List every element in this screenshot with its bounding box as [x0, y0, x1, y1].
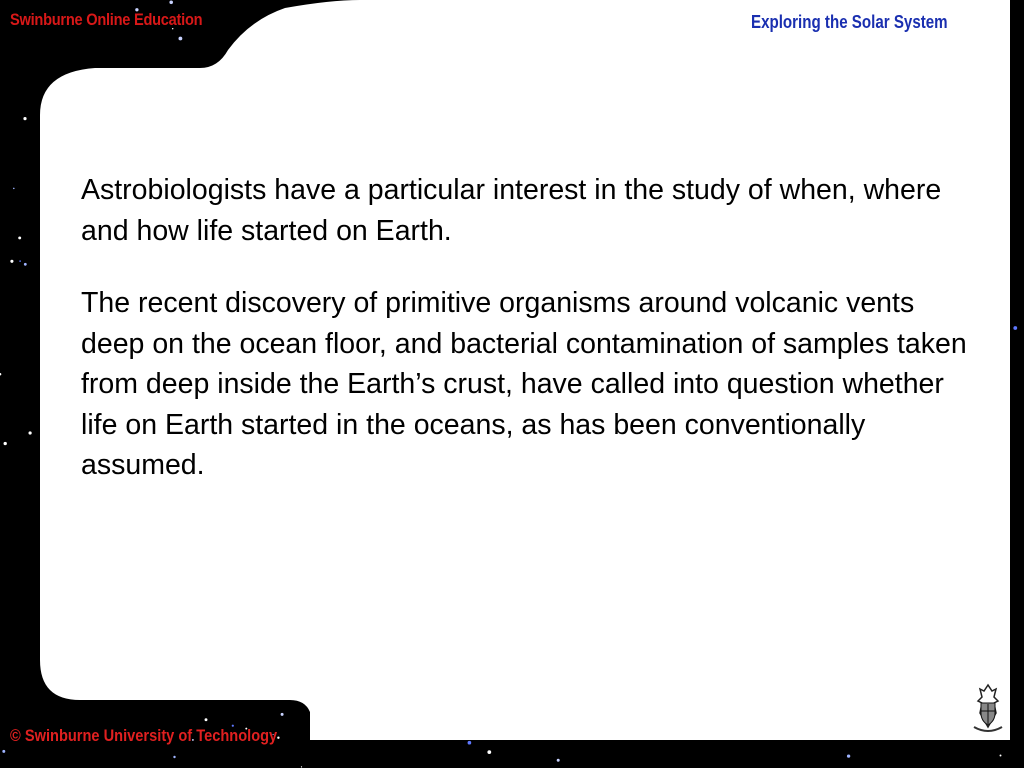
university-crest-icon: [970, 683, 1006, 735]
course-title: Exploring the Solar System: [751, 12, 948, 32]
paragraph-1: Astrobiologists have a particular interest in the study of when, where and how life started on Earth.: [81, 174, 942, 247]
copyright-footer: © Swinburne University of Technology: [10, 726, 278, 745]
paragraph-2: The recent discovery of primitive organisms around volcanic vents deep on the ocean floor, and bacterial contamination of samples taken from deep inside the Earth’s crust, have called into question whether life on Earth started in the oceans, as has been conventionally assumed.: [81, 287, 967, 481]
slide-body: [81, 170, 971, 518]
org-title: Swinburne Online Education: [10, 10, 203, 29]
